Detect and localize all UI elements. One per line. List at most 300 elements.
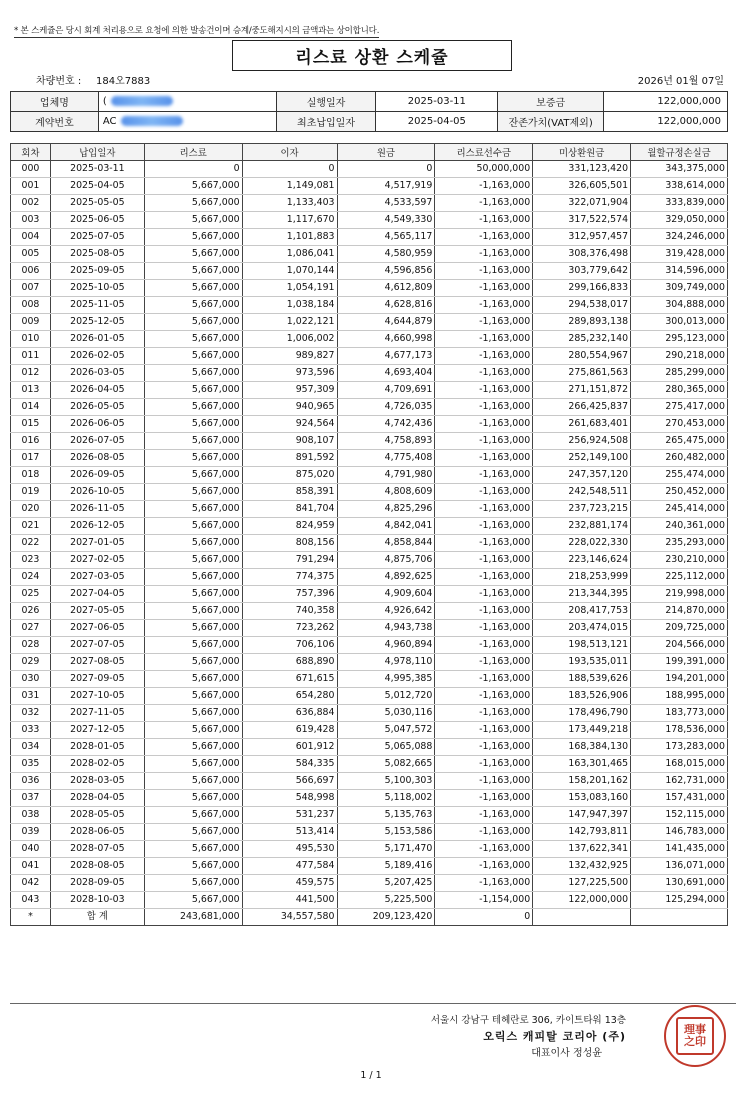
- table-cell: 168,384,130: [533, 739, 631, 756]
- table-cell: 232,881,174: [533, 518, 631, 535]
- table-cell: 033: [11, 722, 51, 739]
- table-row: [11, 518, 728, 535]
- footer-divider: [10, 1003, 736, 1004]
- table-cell: 4,580,959: [337, 246, 435, 263]
- table-cell: 5,667,000: [144, 654, 242, 671]
- table-cell: 5,207,425: [337, 875, 435, 892]
- table-cell: 2028-05-05: [50, 807, 144, 824]
- table-cell: 130,691,000: [631, 875, 728, 892]
- table-cell: 5,667,000: [144, 705, 242, 722]
- table-cell: 003: [11, 212, 51, 229]
- table-cell: 5,667,000: [144, 416, 242, 433]
- table-cell: -1,163,000: [435, 348, 533, 365]
- table-cell: 858,391: [242, 484, 337, 501]
- col-header: 리스료선수금: [435, 144, 533, 161]
- table-cell: 031: [11, 688, 51, 705]
- table-cell: 152,115,000: [631, 807, 728, 824]
- table-cell: 5,082,665: [337, 756, 435, 773]
- table-cell: 136,071,000: [631, 858, 728, 875]
- table-cell: 957,309: [242, 382, 337, 399]
- table-cell: 265,475,000: [631, 433, 728, 450]
- table-cell: 261,683,401: [533, 416, 631, 433]
- table-cell: 280,365,000: [631, 382, 728, 399]
- table-cell: 030: [11, 671, 51, 688]
- table-cell: 740,358: [242, 603, 337, 620]
- table-cell: 5,189,416: [337, 858, 435, 875]
- table-cell: 2026-01-05: [50, 331, 144, 348]
- total-cell: 합 계: [50, 909, 144, 926]
- company-seal: [664, 1005, 726, 1067]
- table-row: [11, 739, 728, 756]
- table-cell: 774,375: [242, 569, 337, 586]
- table-cell: 2026-05-05: [50, 399, 144, 416]
- table-cell: 303,779,642: [533, 263, 631, 280]
- table-cell: 5,667,000: [144, 756, 242, 773]
- table-cell: 011: [11, 348, 51, 365]
- table-cell: -1,163,000: [435, 297, 533, 314]
- car-number-value: 184오7883: [96, 76, 151, 87]
- table-row: [11, 841, 728, 858]
- company-value: (: [98, 92, 276, 112]
- table-cell: -1,163,000: [435, 824, 533, 841]
- table-cell: 875,020: [242, 467, 337, 484]
- table-cell: -1,163,000: [435, 450, 533, 467]
- document-title: 리스료 상환 스케쥴: [232, 40, 512, 71]
- table-cell: 1,101,883: [242, 229, 337, 246]
- table-row: [11, 297, 728, 314]
- table-cell: -1,163,000: [435, 501, 533, 518]
- table-cell: 042: [11, 875, 51, 892]
- table-cell: 4,644,879: [337, 314, 435, 331]
- table-cell: 158,201,162: [533, 773, 631, 790]
- table-cell: 1,149,081: [242, 178, 337, 195]
- table-cell: 908,107: [242, 433, 337, 450]
- table-cell: 706,106: [242, 637, 337, 654]
- table-cell: 5,118,002: [337, 790, 435, 807]
- table-cell: 141,435,000: [631, 841, 728, 858]
- table-cell: 000: [11, 161, 51, 178]
- car-number-label: 차량번호 :: [36, 76, 82, 87]
- table-cell: 153,083,160: [533, 790, 631, 807]
- table-cell: 2025-07-05: [50, 229, 144, 246]
- table-cell: -1,163,000: [435, 807, 533, 824]
- table-cell: 1,006,002: [242, 331, 337, 348]
- table-cell: 219,998,000: [631, 586, 728, 603]
- table-cell: 235,293,000: [631, 535, 728, 552]
- table-cell: 5,667,000: [144, 314, 242, 331]
- residual-label: 잔존가치(VAT제외): [498, 112, 604, 132]
- table-cell: 023: [11, 552, 51, 569]
- total-cell: [631, 909, 728, 926]
- table-cell: 4,960,894: [337, 637, 435, 654]
- table-cell: 4,858,844: [337, 535, 435, 552]
- table-cell: 299,166,833: [533, 280, 631, 297]
- table-cell: 245,414,000: [631, 501, 728, 518]
- table-cell: 4,612,809: [337, 280, 435, 297]
- table-cell: -1,163,000: [435, 518, 533, 535]
- table-row: [11, 705, 728, 722]
- table-cell: 035: [11, 756, 51, 773]
- table-cell: 193,535,011: [533, 654, 631, 671]
- table-row: [11, 756, 728, 773]
- table-cell: -1,163,000: [435, 841, 533, 858]
- table-cell: -1,163,000: [435, 637, 533, 654]
- table-cell: 015: [11, 416, 51, 433]
- table-cell: 018: [11, 467, 51, 484]
- table-cell: 285,232,140: [533, 331, 631, 348]
- table-row: [11, 450, 728, 467]
- table-cell: 008: [11, 297, 51, 314]
- table-row: [11, 416, 728, 433]
- table-cell: -1,163,000: [435, 654, 533, 671]
- table-cell: 230,210,000: [631, 552, 728, 569]
- table-cell: 208,417,753: [533, 603, 631, 620]
- table-cell: 5,667,000: [144, 688, 242, 705]
- table-row: [11, 433, 728, 450]
- table-row: [11, 535, 728, 552]
- table-cell: 5,012,720: [337, 688, 435, 705]
- table-cell: 477,584: [242, 858, 337, 875]
- table-cell: 162,731,000: [631, 773, 728, 790]
- table-cell: 5,667,000: [144, 671, 242, 688]
- table-cell: 038: [11, 807, 51, 824]
- col-header: 회차: [11, 144, 51, 161]
- table-row: [11, 399, 728, 416]
- table-cell: 5,667,000: [144, 637, 242, 654]
- table-row: [11, 484, 728, 501]
- table-cell: 723,262: [242, 620, 337, 637]
- table-row: [11, 637, 728, 654]
- table-cell: 329,050,000: [631, 212, 728, 229]
- table-cell: 223,146,624: [533, 552, 631, 569]
- table-cell: 2027-08-05: [50, 654, 144, 671]
- table-cell: 5,100,303: [337, 773, 435, 790]
- table-row: [11, 654, 728, 671]
- table-cell: 132,432,925: [533, 858, 631, 875]
- table-row: [11, 858, 728, 875]
- table-cell: 4,943,738: [337, 620, 435, 637]
- table-row: [11, 586, 728, 603]
- table-cell: 2025-05-05: [50, 195, 144, 212]
- notice-text: * 본 스케쥴은 당시 회계 처리용으로 요청에 의한 발송건이며 승계/중도해지시의 금액과는 상이합니다.: [14, 26, 380, 36]
- table-cell: 2028-06-05: [50, 824, 144, 841]
- table-cell: 5,667,000: [144, 875, 242, 892]
- table-cell: 2025-10-05: [50, 280, 144, 297]
- exec-date-label: 실행일자: [276, 92, 376, 112]
- table-cell: 2026-09-05: [50, 467, 144, 484]
- table-cell: -1,163,000: [435, 739, 533, 756]
- table-row: [11, 280, 728, 297]
- table-cell: -1,163,000: [435, 569, 533, 586]
- table-row: [11, 161, 728, 178]
- table-cell: 285,299,000: [631, 365, 728, 382]
- table-cell: 173,283,000: [631, 739, 728, 756]
- table-cell: 271,151,872: [533, 382, 631, 399]
- table-cell: 5,667,000: [144, 450, 242, 467]
- table-cell: 5,030,116: [337, 705, 435, 722]
- table-cell: 2028-08-05: [50, 858, 144, 875]
- table-cell: 203,474,015: [533, 620, 631, 637]
- table-cell: 4,549,330: [337, 212, 435, 229]
- col-header: 원금: [337, 144, 435, 161]
- table-cell: 168,015,000: [631, 756, 728, 773]
- table-cell: 013: [11, 382, 51, 399]
- table-cell: 199,391,000: [631, 654, 728, 671]
- deposit-value: 122,000,000: [604, 92, 728, 112]
- table-cell: 654,280: [242, 688, 337, 705]
- table-row: [11, 348, 728, 365]
- total-cell: 34,557,580: [242, 909, 337, 926]
- table-cell: 5,667,000: [144, 331, 242, 348]
- table-cell: 043: [11, 892, 51, 909]
- table-cell: 017: [11, 450, 51, 467]
- table-row: [11, 824, 728, 841]
- table-cell: 290,218,000: [631, 348, 728, 365]
- table-cell: 4,875,706: [337, 552, 435, 569]
- table-cell: 791,294: [242, 552, 337, 569]
- table-cell: 4,825,296: [337, 501, 435, 518]
- table-cell: 122,000,000: [533, 892, 631, 909]
- table-cell: 5,135,763: [337, 807, 435, 824]
- table-cell: 1,054,191: [242, 280, 337, 297]
- schedule-table: [10, 143, 728, 926]
- table-cell: 022: [11, 535, 51, 552]
- table-cell: 324,246,000: [631, 229, 728, 246]
- table-cell: 039: [11, 824, 51, 841]
- table-cell: 5,667,000: [144, 212, 242, 229]
- table-row: [11, 603, 728, 620]
- table-cell: -1,163,000: [435, 246, 533, 263]
- table-row: [11, 467, 728, 484]
- table-cell: 548,998: [242, 790, 337, 807]
- table-cell: 014: [11, 399, 51, 416]
- table-cell: 2028-01-05: [50, 739, 144, 756]
- redaction-mark: [111, 96, 173, 106]
- table-cell: 2027-12-05: [50, 722, 144, 739]
- table-cell: 2028-09-05: [50, 875, 144, 892]
- table-cell: 5,153,586: [337, 824, 435, 841]
- col-header: 미상환원금: [533, 144, 631, 161]
- table-row: [11, 722, 728, 739]
- table-cell: 037: [11, 790, 51, 807]
- table-row: [11, 501, 728, 518]
- table-cell: 2027-02-05: [50, 552, 144, 569]
- table-cell: 025: [11, 586, 51, 603]
- table-cell: 178,496,790: [533, 705, 631, 722]
- table-cell: 2025-09-05: [50, 263, 144, 280]
- table-cell: 026: [11, 603, 51, 620]
- table-cell: 331,123,420: [533, 161, 631, 178]
- table-cell: 1,070,144: [242, 263, 337, 280]
- table-cell: 178,536,000: [631, 722, 728, 739]
- table-row: [11, 331, 728, 348]
- table-row: [11, 552, 728, 569]
- table-cell: 2025-12-05: [50, 314, 144, 331]
- table-cell: -1,163,000: [435, 671, 533, 688]
- table-cell: 2027-11-05: [50, 705, 144, 722]
- table-cell: 247,357,120: [533, 467, 631, 484]
- table-cell: -1,154,000: [435, 892, 533, 909]
- table-cell: 322,071,904: [533, 195, 631, 212]
- table-cell: 601,912: [242, 739, 337, 756]
- table-cell: 204,566,000: [631, 637, 728, 654]
- table-cell: 4,596,856: [337, 263, 435, 280]
- col-header: 이자: [242, 144, 337, 161]
- table-row: [11, 875, 728, 892]
- table-cell: 027: [11, 620, 51, 637]
- table-cell: 0: [337, 161, 435, 178]
- table-cell: 009: [11, 314, 51, 331]
- table-cell: 973,596: [242, 365, 337, 382]
- table-cell: 294,538,017: [533, 297, 631, 314]
- table-cell: 5,667,000: [144, 858, 242, 875]
- table-cell: 5,667,000: [144, 739, 242, 756]
- table-cell: 5,667,000: [144, 586, 242, 603]
- table-cell: 5,667,000: [144, 467, 242, 484]
- table-cell: 671,615: [242, 671, 337, 688]
- table-cell: 808,156: [242, 535, 337, 552]
- table-cell: 531,237: [242, 807, 337, 824]
- table-cell: 4,533,597: [337, 195, 435, 212]
- table-cell: 4,892,625: [337, 569, 435, 586]
- table-cell: -1,163,000: [435, 365, 533, 382]
- table-cell: 036: [11, 773, 51, 790]
- table-cell: 194,201,000: [631, 671, 728, 688]
- table-cell: -1,163,000: [435, 705, 533, 722]
- table-cell: 5,667,000: [144, 246, 242, 263]
- table-cell: 2028-07-05: [50, 841, 144, 858]
- table-cell: -1,163,000: [435, 212, 533, 229]
- table-cell: -1,163,000: [435, 399, 533, 416]
- table-cell: 218,253,999: [533, 569, 631, 586]
- table-cell: 5,667,000: [144, 722, 242, 739]
- table-cell: 5,171,470: [337, 841, 435, 858]
- residual-value: 122,000,000: [604, 112, 728, 132]
- table-row: [11, 569, 728, 586]
- table-cell: 275,861,563: [533, 365, 631, 382]
- table-cell: 007: [11, 280, 51, 297]
- table-cell: 5,667,000: [144, 603, 242, 620]
- table-cell: 173,449,218: [533, 722, 631, 739]
- table-cell: 4,791,980: [337, 467, 435, 484]
- table-cell: 2025-08-05: [50, 246, 144, 263]
- total-cell: 243,681,000: [144, 909, 242, 926]
- total-cell: *: [11, 909, 51, 926]
- table-cell: 5,667,000: [144, 195, 242, 212]
- table-cell: 4,677,173: [337, 348, 435, 365]
- table-cell: 584,335: [242, 756, 337, 773]
- table-cell: 5,667,000: [144, 280, 242, 297]
- table-cell: -1,163,000: [435, 314, 533, 331]
- table-cell: 304,888,000: [631, 297, 728, 314]
- table-cell: 5,667,000: [144, 229, 242, 246]
- table-cell: 2025-03-11: [50, 161, 144, 178]
- table-row: [11, 212, 728, 229]
- table-cell: 4,742,436: [337, 416, 435, 433]
- table-cell: 4,565,117: [337, 229, 435, 246]
- table-cell: 688,890: [242, 654, 337, 671]
- company-address: 서울시 강남구 테헤란로 306, 카이트타워 13층: [430, 1015, 626, 1026]
- table-cell: -1,163,000: [435, 331, 533, 348]
- table-row: [11, 365, 728, 382]
- table-cell: 002: [11, 195, 51, 212]
- table-cell: 757,396: [242, 586, 337, 603]
- table-cell: 5,667,000: [144, 841, 242, 858]
- table-cell: 157,431,000: [631, 790, 728, 807]
- table-cell: 183,773,000: [631, 705, 728, 722]
- table-cell: 566,697: [242, 773, 337, 790]
- representative: 대표이사 정성윤: [531, 1048, 602, 1059]
- table-cell: 2027-09-05: [50, 671, 144, 688]
- table-cell: -1,163,000: [435, 603, 533, 620]
- contract-label: 계약번호: [11, 112, 99, 132]
- table-cell: 5,667,000: [144, 263, 242, 280]
- table-cell: 338,614,000: [631, 178, 728, 195]
- table-cell: 2027-03-05: [50, 569, 144, 586]
- table-cell: 242,548,511: [533, 484, 631, 501]
- table-cell: 252,149,100: [533, 450, 631, 467]
- table-cell: 5,667,000: [144, 773, 242, 790]
- table-cell: -1,163,000: [435, 280, 533, 297]
- table-cell: 5,667,000: [144, 552, 242, 569]
- table-cell: 2027-04-05: [50, 586, 144, 603]
- table-cell: 891,592: [242, 450, 337, 467]
- page-number: 1 / 1: [360, 1070, 382, 1081]
- table-cell: -1,163,000: [435, 756, 533, 773]
- table-cell: -1,163,000: [435, 875, 533, 892]
- table-cell: 040: [11, 841, 51, 858]
- col-header: 납입일자: [50, 144, 144, 161]
- table-cell: 2028-03-05: [50, 773, 144, 790]
- table-cell: 2025-11-05: [50, 297, 144, 314]
- table-cell: 2028-04-05: [50, 790, 144, 807]
- table-cell: 309,749,000: [631, 280, 728, 297]
- table-cell: 270,453,000: [631, 416, 728, 433]
- table-cell: 010: [11, 331, 51, 348]
- table-cell: 289,893,138: [533, 314, 631, 331]
- table-cell: 2028-02-05: [50, 756, 144, 773]
- table-row: [11, 807, 728, 824]
- table-cell: 142,793,811: [533, 824, 631, 841]
- table-cell: 4,709,691: [337, 382, 435, 399]
- table-cell: 5,667,000: [144, 484, 242, 501]
- table-cell: 1,086,041: [242, 246, 337, 263]
- table-cell: 225,112,000: [631, 569, 728, 586]
- table-cell: -1,163,000: [435, 773, 533, 790]
- table-cell: 2028-10-03: [50, 892, 144, 909]
- table-cell: 4,842,041: [337, 518, 435, 535]
- table-cell: 1,038,184: [242, 297, 337, 314]
- table-cell: 824,959: [242, 518, 337, 535]
- table-cell: 021: [11, 518, 51, 535]
- table-cell: 636,884: [242, 705, 337, 722]
- table-cell: 1,133,403: [242, 195, 337, 212]
- exec-date-value: 2025-03-11: [376, 92, 498, 112]
- table-cell: 0: [242, 161, 337, 178]
- table-row: [11, 195, 728, 212]
- table-cell: 2027-01-05: [50, 535, 144, 552]
- table-cell: 5,667,000: [144, 501, 242, 518]
- company-name: 오릭스 캐피탈 코리아 (주): [483, 1030, 626, 1043]
- seal-center: 理事 之印: [676, 1017, 714, 1055]
- table-cell: 1,022,121: [242, 314, 337, 331]
- table-cell: 4,628,816: [337, 297, 435, 314]
- table-cell: 183,526,906: [533, 688, 631, 705]
- company-label: 업체명: [11, 92, 99, 112]
- table-row: [11, 892, 728, 909]
- table-row: [11, 688, 728, 705]
- table-cell: 319,428,000: [631, 246, 728, 263]
